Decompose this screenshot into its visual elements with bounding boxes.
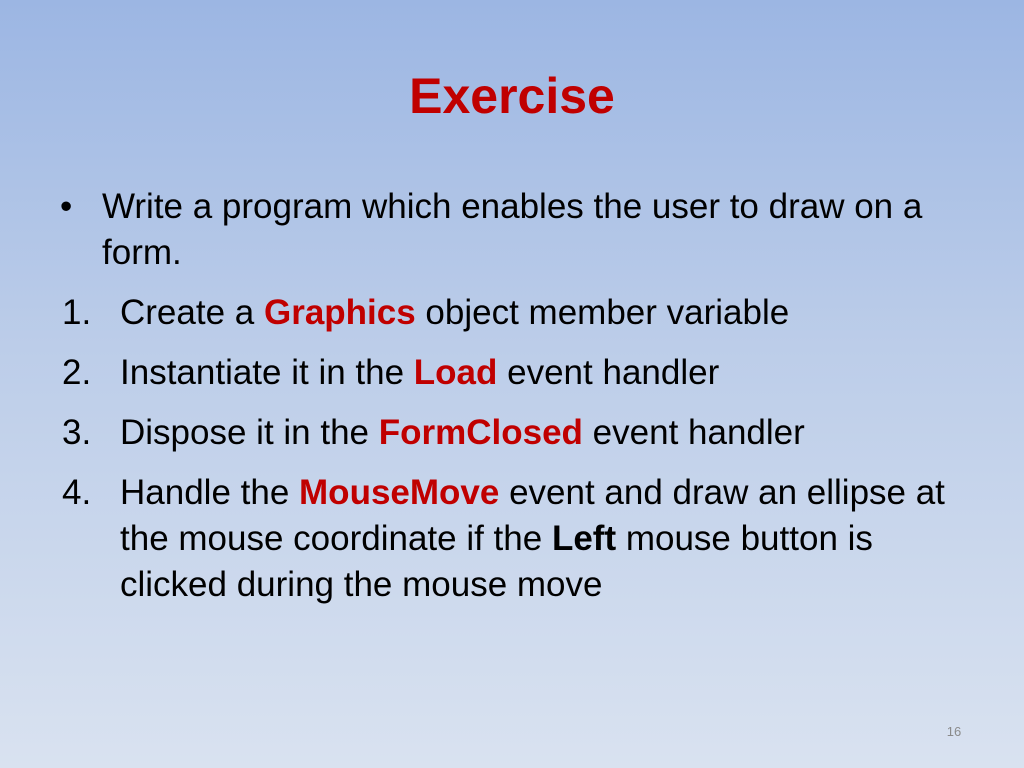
step-number: 3. <box>62 413 92 452</box>
step-item-2 <box>58 350 958 396</box>
step-text-before: Dispose it in the <box>120 413 379 452</box>
bullet-item <box>58 184 958 276</box>
step-text-before: Handle the <box>120 473 300 512</box>
step-keyword: MouseMove <box>299 473 500 512</box>
step-number: 2. <box>62 353 92 392</box>
slide-number: 16 <box>946 724 962 739</box>
step-text <box>120 413 805 452</box>
step-item-4 <box>58 470 958 608</box>
bullet-marker: • <box>60 187 73 226</box>
step-text-after: object member variable <box>415 293 790 332</box>
step-text-before: Instantiate it in the <box>120 353 414 392</box>
step-item-3 <box>58 410 958 456</box>
step-text-after: mouse button is clicked during the mouse move <box>120 519 873 604</box>
step-text-middle: event and draw an ellipse at the mouse coordinate if the <box>120 473 945 558</box>
step-number: 4. <box>62 473 92 512</box>
step-text-before: Create a <box>120 293 264 332</box>
step-keyword: Load <box>413 353 498 392</box>
step-keyword-left: Left <box>551 519 617 558</box>
step-text-after: event handler <box>497 353 720 392</box>
step-text-after: event handler <box>582 413 805 452</box>
slide-content <box>58 184 958 622</box>
step-text <box>120 293 789 332</box>
step-number: 1. <box>62 293 92 332</box>
step-keyword: FormClosed <box>378 413 583 452</box>
step-keyword: Graphics <box>263 293 416 332</box>
step-item-1 <box>58 290 958 336</box>
step-text <box>120 473 945 604</box>
step-text <box>120 353 719 392</box>
slide-title: Exercise <box>409 68 615 124</box>
bullet-text: Write a program which enables the user to draw on a form. <box>102 187 923 272</box>
